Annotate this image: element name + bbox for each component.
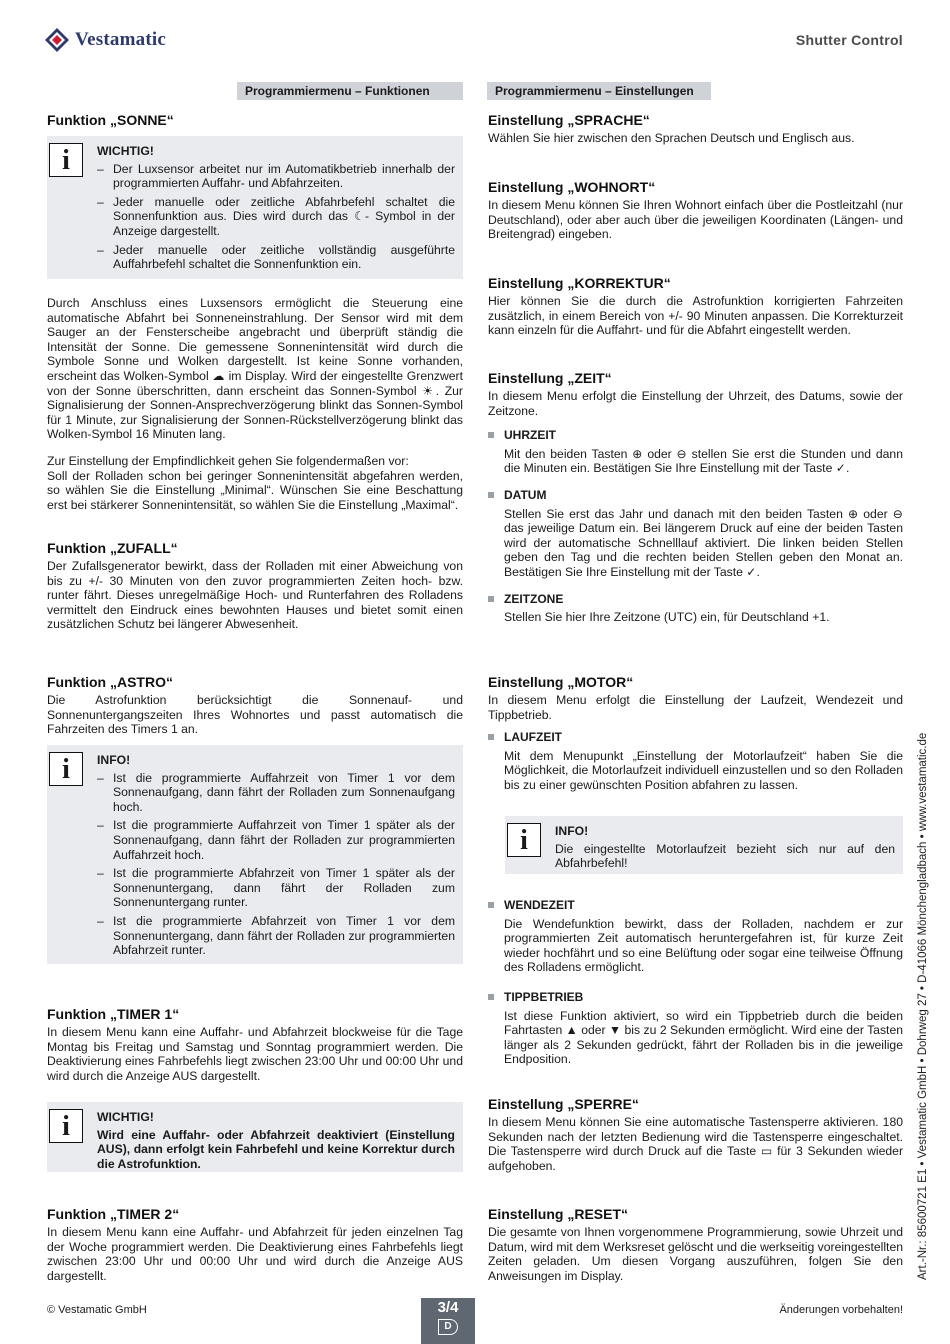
wohnort-title: Einstellung „WOHNORT“ — [488, 179, 656, 195]
section-sperre — [488, 1096, 903, 1173]
page-indicator — [421, 1298, 475, 1344]
sonne-warning-box — [47, 136, 463, 279]
uhrzeit-heading: UHRZEIT — [488, 428, 903, 443]
section-header-left: Programmiermenu – Funktionen — [237, 82, 463, 100]
section-wohnort — [488, 179, 903, 242]
timer2-title: Funktion „TIMER 2“ — [47, 1206, 180, 1222]
motor-info-box — [505, 816, 903, 874]
footer-copyright: © Vestamatic GmbH — [47, 1304, 147, 1316]
sprache-title: Einstellung „SPRACHE“ — [488, 112, 650, 128]
timer1-title: Funktion „TIMER 1“ — [47, 1006, 180, 1022]
wendezeit-text: Die Wendefunktion bewirkt, dass der Rolladen, nachdem er zur programmierten Zeit automatisch heruntergefahren ist, für kurze Zeit wieder hochfährt und so eine Belüftung oder sogar eine teilweise Öffnung des Rolladens ermöglicht. — [504, 916, 903, 975]
section-zeit — [488, 370, 903, 625]
reset-title: Einstellung „RESET“ — [488, 1206, 629, 1222]
motor-box-title: INFO! — [555, 824, 589, 838]
sperre-text: In diesem Menu können Sie eine automatische Tastensperre aktivieren. 180 Sekunden nach der letzten Bedienung wird die Tastensperre eingeschaltet. Die Tastensperre wird durch Druck auf die Taste ▭ für 3 Sekunden wieder aufgehoben. — [488, 1115, 903, 1173]
timer1-warning-box — [47, 1102, 463, 1172]
astro-title: Funktion „ASTRO“ — [47, 674, 173, 690]
datum-heading: DATUM — [488, 488, 903, 503]
document-title: Shutter Control — [795, 32, 903, 48]
tippbetrieb-heading: TIPPBETRIEB — [488, 990, 903, 1005]
language-badge: D — [438, 1319, 458, 1335]
sonne-title: Funktion „SONNE“ — [47, 112, 174, 128]
list-item: – Jeder manuelle oder zeitliche Abfahrbefehl schaltet die Sonnenfunktion aus. Dies wird durch das ☾- Symbol in der Anzeige dargestellt. — [97, 195, 455, 239]
korrektur-title: Einstellung „KORREKTUR“ — [488, 275, 671, 291]
sonne-paragraph-2: Zur Einstellung der Empfindlichkeit gehen Sie folgendermaßen vor: — [47, 453, 409, 468]
timer2-text: In diesem Menu kann eine Auffahr- und Abfahrzeit für jeden einzelnen Tag der Woche programmiert werden. Die Deaktivierung eines Fahrbefehls liegt zwischen 23:00 Uhr und 00:00 Uhr und wird durch die Anzeige AUS dargestellt. — [47, 1225, 463, 1283]
zufall-title: Funktion „ZUFALL“ — [47, 540, 178, 556]
footer-notice: Änderungen vorbehalten! — [779, 1304, 903, 1316]
info-icon: i — [49, 752, 83, 786]
section-timer2 — [47, 1206, 463, 1283]
info-icon: i — [507, 823, 541, 857]
reset-text: Die gesamte von Ihnen vorgenommene Programmierung, sowie Uhrzeit und Datum, wird mit dem Werksreset gelöscht und die werkseitig voreingestellten Zeiten geladen. Um diesen Vorgang auszuführen, folgen Sie den Anweisungen im Display. — [488, 1225, 903, 1283]
motor-title: Einstellung „MOTOR“ — [488, 674, 634, 690]
vertical-imprint: Art.-Nr.: 85600721 E1 • Vestamatic GmbH • Dohrweg 27 • D-41066 Mönchengladbach • www.vestamatic.de — [917, 732, 929, 1280]
section-tippbetrieb — [488, 990, 903, 1067]
wohnort-text: In diesem Menu können Sie Ihren Wohnort einfach über die Postleitzahl (nur Deutschland), oder aber auch über die jeweiligen Koordinaten (Längen- und Breitengrad) eingeben. — [488, 198, 903, 242]
list-item: – Ist die programmierte Auffahrzeit von Timer 1 später als der Sonnenaufgang, dann fährt der Rolladen zur programmierten Auffahrzeit hoch. — [97, 818, 455, 862]
section-timer1 — [47, 1006, 463, 1083]
section-reset — [488, 1206, 903, 1283]
motor-box-text: Die eingestellte Motorlaufzeit bezieht sich nur auf den Abfahrbefehl! — [555, 841, 895, 871]
sonne-body — [47, 296, 463, 512]
astro-info-box — [47, 745, 463, 964]
list-item: – Jeder manuelle oder zeitliche vollständig ausgeführte Auffahrbefehl schaltet die Sonnenfunktion ein. — [97, 243, 455, 272]
list-item: – Der Luxsensor arbeitet nur im Automatikbetrieb innerhalb der programmierten Auffahr- und Abfahrzeiten. — [97, 162, 455, 191]
motor-text: In diesem Menu erfolgt die Einstellung der Laufzeit, Wendezeit und Tippbetrieb. — [488, 693, 903, 722]
zeitzone-heading: ZEITZONE — [488, 592, 903, 607]
section-sprache — [488, 112, 903, 146]
korrektur-text: Hier können Sie die durch die Astrofunktion korrigierten Fahrzeiten zusätzlich, in einem Bereich von +/- 90 Minuten anpassen. Die Korrekturzeit kann einzeln für die Auffahrt- und für die Abfahrt eingestellt werden. — [488, 294, 903, 338]
list-item: – Ist die programmierte Auffahrzeit von Timer 1 vor dem Sonnenaufgang, dann fährt der Rolladen zum Sonnenaufgang hoch. — [97, 771, 455, 815]
timer1-box-text: Wird eine Auffahr- oder Abfahrzeit deaktiviert (Einstellung AUS), dann erfolgt kein Fahrbefehl und keine Korrektur durch die Astrofunktion. — [97, 1127, 455, 1171]
section-sonne — [47, 112, 463, 131]
laufzeit-text: Mit dem Menupunkt „Einstellung der Motorlaufzeit“ haben Sie die Möglichkeit, die Motorlaufzeit individuell einzustellen und so den Rolladen bis zu einer gewünschten Position abfahren zu lassen. — [504, 748, 903, 792]
section-korrektur — [488, 275, 903, 338]
info-icon: i — [49, 1109, 83, 1143]
sonne-paragraph-3: Soll der Rolladen schon bei geringer Sonnenintensität abgefahren werden, so wählen Sie die Einstellung „Minimal“. Wünschen Sie eine Beschattung erst bei stärkerer Sonnenintensität, so wählen Sie die Einstellung „Maximal“. — [47, 468, 463, 512]
laufzeit-heading: LAUFZEIT — [488, 730, 903, 745]
datum-text: Stellen Sie erst das Jahr und danach mit den beiden Tasten ⊕ oder ⊖ das jeweilige Datum ein. Bei längerem Druck auf eine der beiden Tasten wird der automatische Schnelllauf aktiviert. Die linken beiden Stellen geben den Tag und die rechten beiden Stellen geben den Monat an. Bestätigen Sie Ihre Einstellung mit der Taste ✓. — [504, 506, 903, 579]
sperre-title: Einstellung „SPERRE“ — [488, 1096, 639, 1112]
vestamatic-logo-icon — [44, 27, 70, 53]
astro-box-title: INFO! — [97, 753, 131, 767]
section-wendezeit — [488, 898, 903, 975]
brand-name: Vestamatic — [75, 28, 166, 50]
page-number: 3/4 — [437, 1299, 459, 1316]
list-item: – Ist die programmierte Abfahrzeit von Timer 1 vor dem Sonnenuntergang, dann fährt der Rolladen zur programmierten Abfahrzeit runter. — [97, 914, 455, 958]
list-item: – Ist die programmierte Abfahrzeit von Timer 1 später als der Sonnenuntergang, dann fährt der Rolladen zum Sonnenuntergang runter. — [97, 866, 455, 910]
section-header-right: Programmiermenu – Einstellungen — [487, 82, 711, 100]
section-motor — [488, 674, 903, 793]
astro-text: Die Astrofunktion berücksichtigt die Sonnenauf- und Sonnenuntergangszeiten Ihres Wohnortes und passt automatisch die Fahrzeiten des Timers 1 an. — [47, 693, 463, 737]
uhrzeit-text: Mit den beiden Tasten ⊕ oder ⊖ stellen Sie erst die Stunden und dann die Minuten ein. Bestätigen Sie Ihre Einstellung mit der Taste ✓. — [504, 446, 903, 476]
info-icon: i — [49, 143, 83, 177]
zeit-text: In diesem Menu erfolgt die Einstellung der Uhrzeit, des Datums, sowie der Zeitzone. — [488, 389, 903, 418]
section-astro — [47, 674, 463, 737]
tippbetrieb-text: Ist diese Funktion aktiviert, so wird ein Tippbetrieb durch die beiden Fahrtasten ▲ oder ▼ bis zu 2 Sekunden ermöglicht. Wird eine der Tasten länger als 2 Sekunden gedrückt, fährt der Rolladen bis in die jeweilige Endposition. — [504, 1008, 903, 1067]
section-zufall — [47, 540, 463, 632]
zufall-text: Der Zufallsgenerator bewirkt, dass der Rolladen mit einer Abweichung von bis zu +/- 30 Minuten von den zuvor programmierten Zeiten hoch- bzw. runter fährt. Dieses unregelmäßige Hoch- und Runterfahren des Rolladens vermittelt den Eindruck eines bewohnten Hauses und bietet somit einen zusätzlichen Schutz bei längerer Abwesenheit. — [47, 559, 463, 632]
zeitzone-text: Stellen Sie hier Ihre Zeitzone (UTC) ein, für Deutschland +1. — [504, 610, 830, 625]
sonne-paragraph-1: Durch Anschluss eines Luxsensors ermöglicht die Steuerung eine automatische Abfahrt bei Sonneneinstrahlung. Der Sensor wird mit dem Sauger an der Fensterscheibe angebracht und überprüft ständig die Intensität der Sonne. Die gemessene Sonnenintensität wird durch die Symbole Sonne und Wolken dargestellt. Ist keine Sonne vorhanden, erscheint das Wolken-Symbol ☁ im Display. Wird der eingestellte Grenzwert von der Sonne überschritten, dann erscheint das Sonnen-Symbol ☀. Zur Signalisierung der Sonnen-Ansprechverzögerung blinkt das Sonnen-Symbol für 1 Minute, zur Signalisierung der Sonnen-Rückstellverzögerung blinkt das Wolken-Symbol 16 Minuten lang. — [47, 296, 463, 442]
sprache-text: Wählen Sie hier zwischen den Sprachen Deutsch und Englisch aus. — [488, 131, 855, 145]
sonne-box-title: WICHTIG! — [97, 144, 154, 158]
timer1-box-title: WICHTIG! — [97, 1110, 154, 1124]
wendezeit-heading: WENDEZEIT — [488, 898, 903, 913]
brand-logo — [44, 26, 166, 54]
zeit-title: Einstellung „ZEIT“ — [488, 370, 612, 386]
timer1-text: In diesem Menu kann eine Auffahr- und Abfahrzeit blockweise für die Tage Montag bis Freitag und Samstag und Sonntag programmiert werden. Die Deaktivierung eines Fahrbefehls liegt zwischen 23:00 Uhr und 00:00 Uhr und wird durch die Anzeige AUS dargestellt. — [47, 1025, 463, 1083]
